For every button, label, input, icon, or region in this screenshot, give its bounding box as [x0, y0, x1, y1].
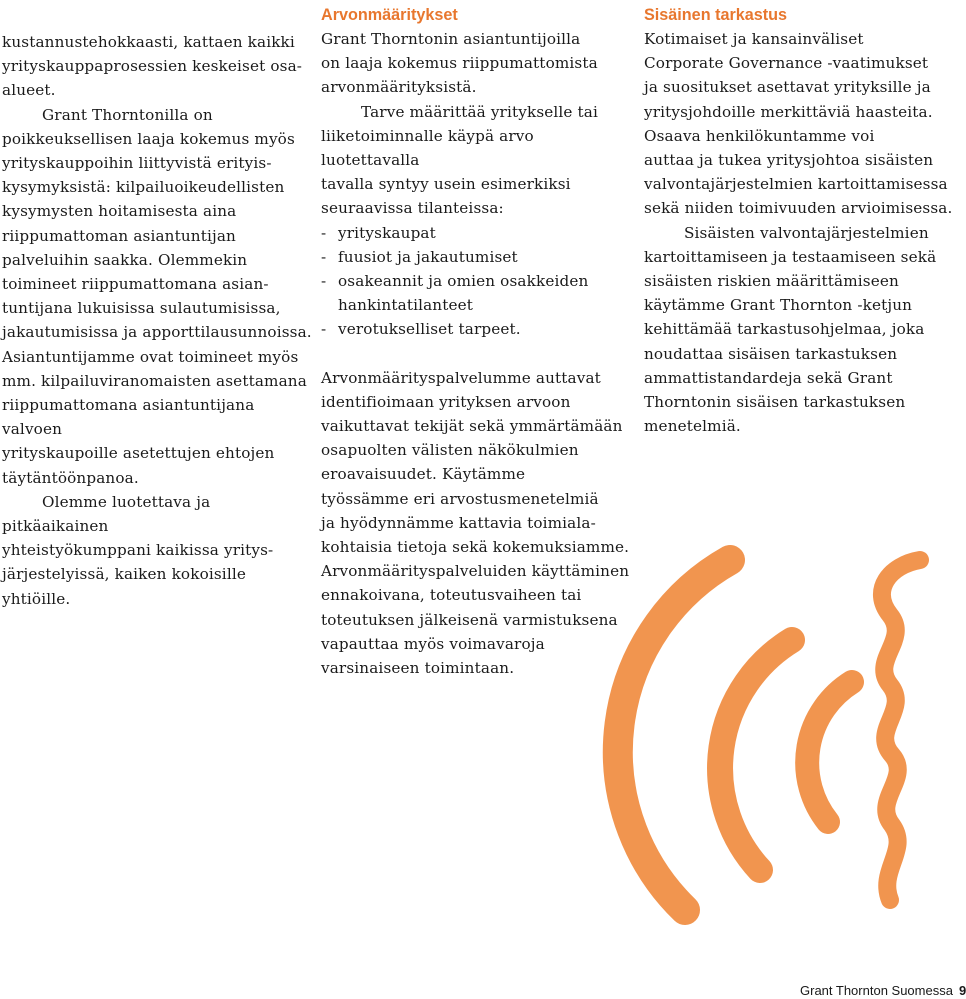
internal-audit-heading: Sisäinen tarkastus [644, 6, 788, 24]
valuation-closing: Arvonmäärityspalvelumme auttavat identifioimaan yrityksen arvoon vaikuttavat tekijät sekä ymmärtämään osapuolten välisten näkökulmien eroavaisuudet. Käytämme työssämme eri arvostusmenetelmiä ja hyödynnämme kattavia toimiala- kohtaisia tietoja sekä kokemuksiamme. Arvonmäärityspalveluiden käyttäminen ennakoivana, toteutusvaiheen tai toteutuksen jälkeisenä varmistuksena vapauttaa myös voimavaroja varsinaiseen toimintaan. [321, 368, 630, 678]
valuation-situations-list [321, 221, 631, 342]
internal-audit-paragraph-1: Kotimaiset ja kansainväliset Corporate Governance -vaatimukset ja suositukset asettavat yrityksille ja yritysjohdoille merkittäviä haasteita. Osaava henkilökuntamme voi auttaa ja tukea yritysjohtoa sisäisten valvontajärjestelmien kartoittamisessa sekä niiden toimivuuden arvioimisessa. [644, 30, 953, 218]
valuation-situations-intro: Tarve määrittää yritykselle tai liiketoiminnalle käypä arvo luotettavalla tavalla syntyy usein esimerkiksi seuraavissa tilanteissa: [321, 102, 598, 218]
internal-audit-paragraph-2: Sisäisten valvontajärjestelmien kartoittamiseen ja testaamiseen sekä sisäisten riskien määrittämiseen käytämme Grant Thornton -ketjun kehittämää tarkastusohjelmaa, joka noudattaa sisäisen tarkastuksen ammattistandardeja sekä Grant Thorntonin sisäisen tarkastuksen menetelmiä. [644, 223, 937, 436]
column-3 [644, 3, 956, 438]
list-item: - osakeannit ja omien osakkeiden hankintatilanteet [321, 269, 631, 317]
valuation-intro: Grant Thorntonin asiantuntijoilla on laaja kokemus riippumattomista arvonmäärityksistä. [321, 30, 598, 97]
valuation-heading: Arvonmääritykset [321, 6, 458, 24]
sound-waves-icon [560, 520, 960, 920]
page-number: 9 [958, 983, 966, 998]
col1-paragraph-1: kustannustehokkaasti, kattaen kaikki yrityskauppaprosessien keskeiset osa- alueet. [2, 33, 303, 100]
list-item: - verotukselliset tarpeet. [321, 317, 631, 341]
column-1 [2, 30, 314, 611]
col1-paragraph-3: Olemme luotettava ja pitkäaikainen yhteistyökumppani kaikissa yritys- järjestelyissä, kaiken kokoisille yhtiöille. [2, 492, 274, 608]
list-item: - fuusiot ja jakautumiset [321, 245, 631, 269]
squiggle [882, 560, 920, 900]
list-item: - yrityskaupat [321, 221, 631, 245]
page-footer [800, 983, 966, 998]
inner-arc [807, 682, 852, 822]
col1-paragraph-2: Grant Thorntonilla on poikkeuksellisen laaja kokemus myös yrityskauppoihin liittyvistä erityis- kysymyksistä: kilpailuoikeudellisten kysymysten hoitamisesta aina riippumattoman asiantuntijan palveluihin saakka. Olemmekin toimineet riippumattomana asian- tuntijana lukuisissa sulautumisissa, jakautumisissa ja apporttilausunnoissa. Asiantuntijamme ovat toimineet myös mm. kilpailuviranomaisten asettamana riippumattomana asiantuntijana valvoen yrityskaupoille asetettujen ehtojen täytäntöönpanoa. [2, 105, 312, 487]
middle-arc [720, 640, 792, 870]
publication-name: Grant Thornton Suomessa [800, 983, 953, 998]
